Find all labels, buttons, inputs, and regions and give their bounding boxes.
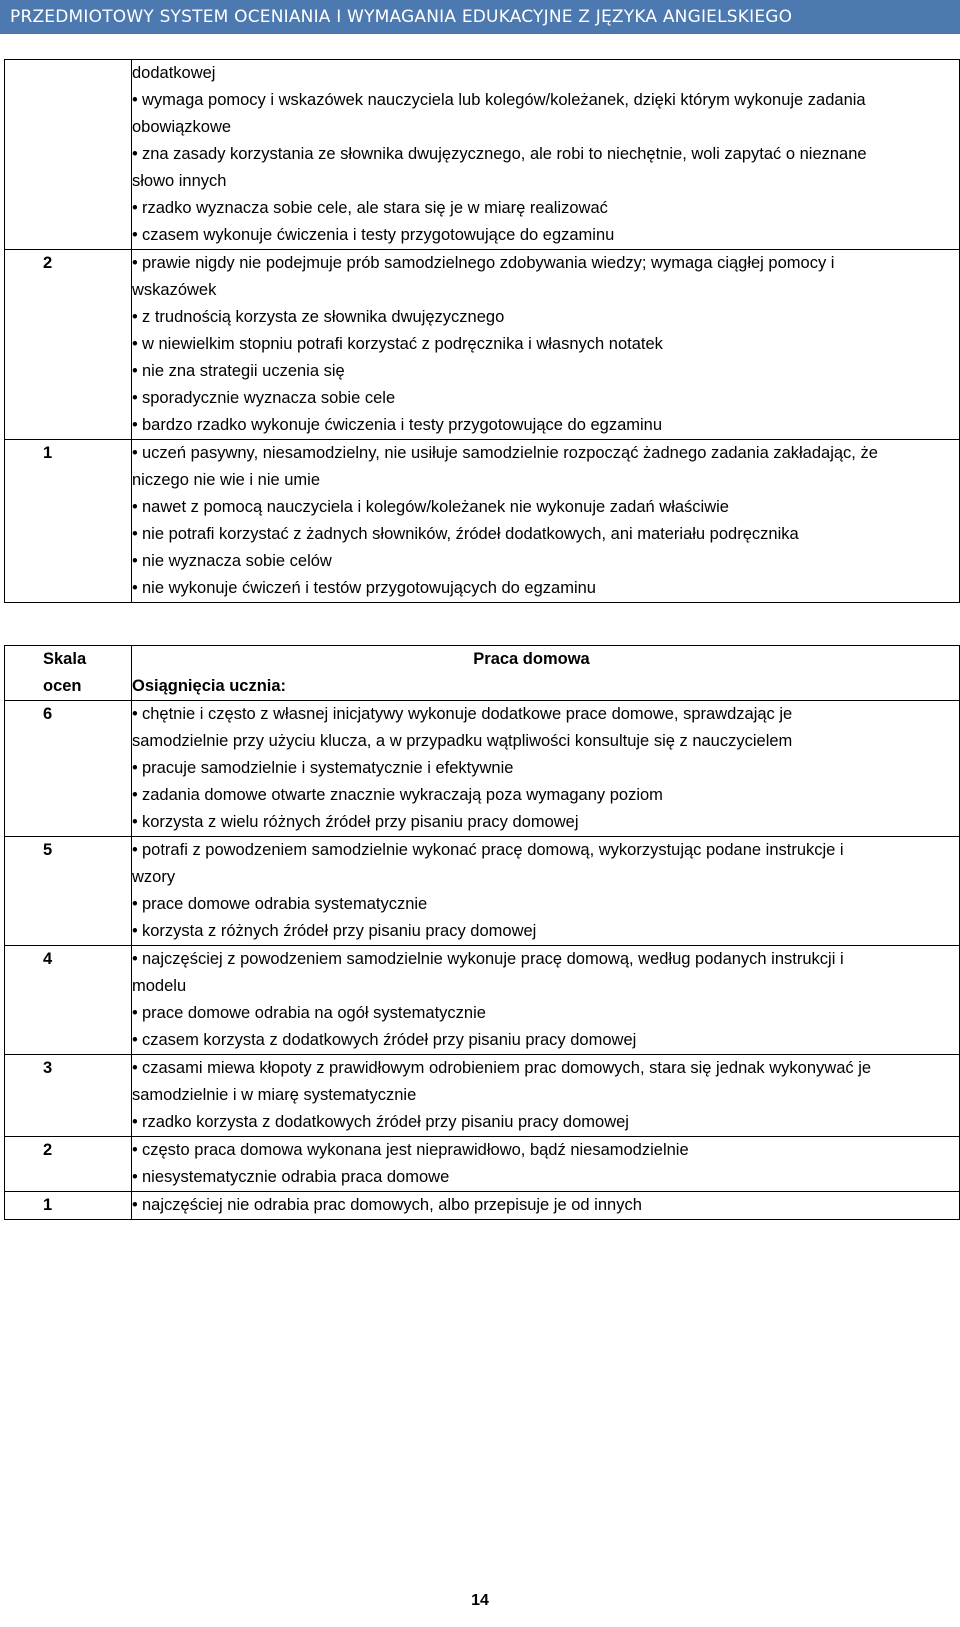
criteria-text: czasem wykonuje ćwiczenia i testy przygotowujące do egzaminu [142,226,615,244]
grade-criteria-cell [132,1055,960,1137]
table-row [5,1137,960,1192]
bullet-icon: • [132,759,138,777]
criteria-text: chętnie i często z własnej inicjatywy wykonuje dodatkowe prace domowe, sprawdzając je [142,705,793,723]
page-number: 14 [471,1592,489,1609]
bullet-icon: • [132,335,138,353]
bullet-icon: • [132,1113,138,1131]
criteria-bullet-item [132,946,951,973]
grade-criteria-cell [132,837,960,946]
grade-criteria-cell [132,440,960,603]
table-row [5,701,960,837]
criteria-bullet-item [132,494,951,521]
bullet-icon: • [132,525,138,543]
criteria-text: rzadko korzysta z dodatkowych źródeł przy pisaniu pracy domowej [142,1113,629,1131]
criteria-text: najczęściej nie odrabia prac domowych, albo przepisuje je od innych [142,1196,642,1214]
grade-score-cell: 3 [5,1055,132,1137]
grade-criteria-cell [132,1137,960,1192]
document-header: PRZEDMIOTOWY SYSTEM OCENIANIA I WYMAGANIA EDUKACYJNE Z JĘZYKA ANGIELSKIEGO [0,0,960,34]
criteria-bullet-item [132,782,951,809]
criteria-text: pracuje samodzielnie i systematycznie i efektywnie [142,759,514,777]
criteria-bullet-item [132,1000,951,1027]
bullet-icon: • [132,705,138,723]
bullet-icon: • [132,1031,138,1049]
bullet-icon: • [132,841,138,859]
grade-score-cell: 5 [5,837,132,946]
bullet-icon: • [132,950,138,968]
criteria-text: nawet z pomocą nauczyciela i kolegów/koleżanek nie wykonuje zadań właściwie [142,498,729,516]
section-title: Praca domowa [473,650,590,668]
criteria-bullet-item [132,331,951,358]
bullet-icon: • [132,416,138,434]
table-row [5,837,960,946]
bullet-icon: • [132,308,138,326]
bullet-icon: • [132,922,138,940]
criteria-text: wzory [132,868,176,886]
criteria-text: zna zasady korzystania ze słownika dwujęzycznego, ale robi to niechętnie, woli zapytać o nieznane [142,145,867,163]
criteria-text: modelu [132,977,187,995]
criteria-text: nie wyznacza sobie celów [142,552,332,570]
criteria-text: bardzo rzadko wykonuje ćwiczenia i testy przygotowujące do egzaminu [142,416,663,434]
bullet-icon: • [132,579,138,597]
bullet-icon: • [132,1004,138,1022]
criteria-text: prawie nigdy nie podejmuje prób samodzielnego zdobywania wiedzy; wymaga ciągłej pomocy i [142,254,835,272]
criteria-text: potrafi z powodzeniem samodzielnie wykonać pracę domową, wykorzystując podane instrukcje i [142,841,844,859]
criteria-text: z trudnością korzysta ze słownika dwujęzycznego [142,308,505,326]
criteria-text: czasami miewa kłopoty z prawidłowym odrobieniem prac domowych, stara się jednak wykonywać je [142,1059,872,1077]
criteria-bullet-item [132,440,951,467]
scale-header-line2: ocen [43,677,82,695]
criteria-continuation-line [132,728,951,755]
criteria-text: sporadycznie wyznacza sobie cele [142,389,396,407]
grade-criteria-cell [132,946,960,1055]
criteria-continuation-line [132,973,951,1000]
criteria-text: czasem korzysta z dodatkowych źródeł przy pisaniu pracy domowej [142,1031,637,1049]
criteria-bullet-item [132,548,951,575]
bullet-icon: • [132,498,138,516]
bullet-icon: • [132,254,138,272]
criteria-bullet-item [132,575,951,602]
criteria-continuation-line [132,864,951,891]
criteria-bullet-item [132,195,951,222]
homework-header-cell [132,646,960,701]
bullet-icon: • [132,1141,138,1159]
grade-score-cell: 6 [5,701,132,837]
bullet-icon: • [132,444,138,462]
criteria-bullet-item [132,1109,951,1136]
criteria-text: nie potrafi korzystać z żadnych słowników, źródeł dodatkowych, ani materiału podręcznika [142,525,799,543]
grading-table-continued [4,59,960,603]
bullet-icon: • [132,786,138,804]
grade-score-cell: 4 [5,946,132,1055]
criteria-text: obowiązkowe [132,118,232,136]
criteria-bullet-item [132,1055,951,1082]
criteria-bullet-item [132,918,951,945]
criteria-bullet-item [132,304,951,331]
criteria-text: najczęściej z powodzeniem samodzielnie wykonuje pracę domową, według podanych instrukcji i [142,950,844,968]
bullet-icon: • [132,226,138,244]
table-header-row [5,646,960,701]
bullet-icon: • [132,1168,138,1186]
criteria-text: nie zna strategii uczenia się [142,362,345,380]
criteria-bullet-item [132,891,951,918]
homework-grading-table [4,645,960,1220]
table-row [5,1055,960,1137]
criteria-text: niesystematycznie odrabia praca domowe [142,1168,450,1186]
table-row [5,1192,960,1220]
criteria-text: uczeń pasywny, niesamodzielny, nie usiłuje samodzielnie rozpocząć żadnego zadania zakładając, że [142,444,878,462]
table-row [5,250,960,440]
bullet-icon: • [132,145,138,163]
criteria-bullet-item [132,358,951,385]
criteria-bullet-item [132,250,951,277]
criteria-text: często praca domowa wykonana jest nieprawidłowo, bądź niesamodzielnie [142,1141,689,1159]
criteria-bullet-item [132,1164,951,1191]
criteria-text: niczego nie wie i nie umie [132,471,321,489]
criteria-bullet-item [132,1137,951,1164]
grade-criteria-cell [132,1192,960,1220]
criteria-text: wskazówek [132,281,217,299]
criteria-text: rzadko wyznacza sobie cele, ale stara się je w miarę realizować [142,199,608,217]
criteria-bullet-item [132,1027,951,1054]
criteria-continuation-line [132,168,951,195]
criteria-bullet-item [132,809,951,836]
criteria-bullet-item [132,755,951,782]
section-subtitle: Osiągnięcia ucznia: [132,677,287,695]
grade-criteria-cell [132,250,960,440]
grade-score-cell: 1 [5,440,132,603]
bullet-icon: • [132,362,138,380]
criteria-text: wymaga pomocy i wskazówek nauczyciela lub kolegów/koleżanek, dzięki którym wykonuje zadania [142,91,866,109]
criteria-text: prace domowe odrabia systematycznie [142,895,428,913]
criteria-continuation-line [132,114,951,141]
criteria-bullet-item [132,521,951,548]
criteria-bullet-item [132,1192,951,1219]
criteria-text: samodzielnie i w miarę systematycznie [132,1086,417,1104]
criteria-text: zadania domowe otwarte znacznie wykraczają poza wymagany poziom [142,786,663,804]
grade-criteria-cell [132,60,960,250]
bullet-icon: • [132,1059,138,1077]
bullet-icon: • [132,813,138,831]
bullet-icon: • [132,389,138,407]
grade-score-cell [5,60,132,250]
criteria-continuation-line [132,1082,951,1109]
criteria-bullet-item [132,701,951,728]
bullet-icon: • [132,895,138,913]
criteria-bullet-item [132,837,951,864]
criteria-continuation-line [132,277,951,304]
bullet-icon: • [132,1196,138,1214]
criteria-bullet-item [132,141,951,168]
scale-header-cell [5,646,132,701]
criteria-text: prace domowe odrabia na ogół systematycznie [142,1004,486,1022]
criteria-text: samodzielnie przy użyciu klucza, a w przypadku wątpliwości konsultuje się z nauczycielem [132,732,793,750]
bullet-icon: • [132,199,138,217]
table-row [5,440,960,603]
criteria-text: korzysta z wielu różnych źródeł przy pisaniu pracy domowej [142,813,579,831]
criteria-bullet-item [132,87,951,114]
criteria-text: korzysta z różnych źródeł przy pisaniu pracy domowej [142,922,537,940]
criteria-continuation-line [132,60,951,87]
criteria-bullet-item [132,412,951,439]
grade-score-cell: 2 [5,250,132,440]
criteria-text: słowo innych [132,172,227,190]
criteria-text: w niewielkim stopniu potrafi korzystać z podręcznika i własnych notatek [142,335,663,353]
table-row [5,946,960,1055]
criteria-text: dodatkowej [132,64,216,82]
table-row [5,60,960,250]
bullet-icon: • [132,552,138,570]
criteria-bullet-item [132,385,951,412]
grade-score-cell: 1 [5,1192,132,1220]
scale-header-line1: Skala [43,650,87,668]
grade-score-cell: 2 [5,1137,132,1192]
grade-criteria-cell [132,701,960,837]
bullet-icon: • [132,91,138,109]
criteria-continuation-line [132,467,951,494]
criteria-text: nie wykonuje ćwiczeń i testów przygotowujących do egzaminu [142,579,596,597]
criteria-bullet-item [132,222,951,249]
